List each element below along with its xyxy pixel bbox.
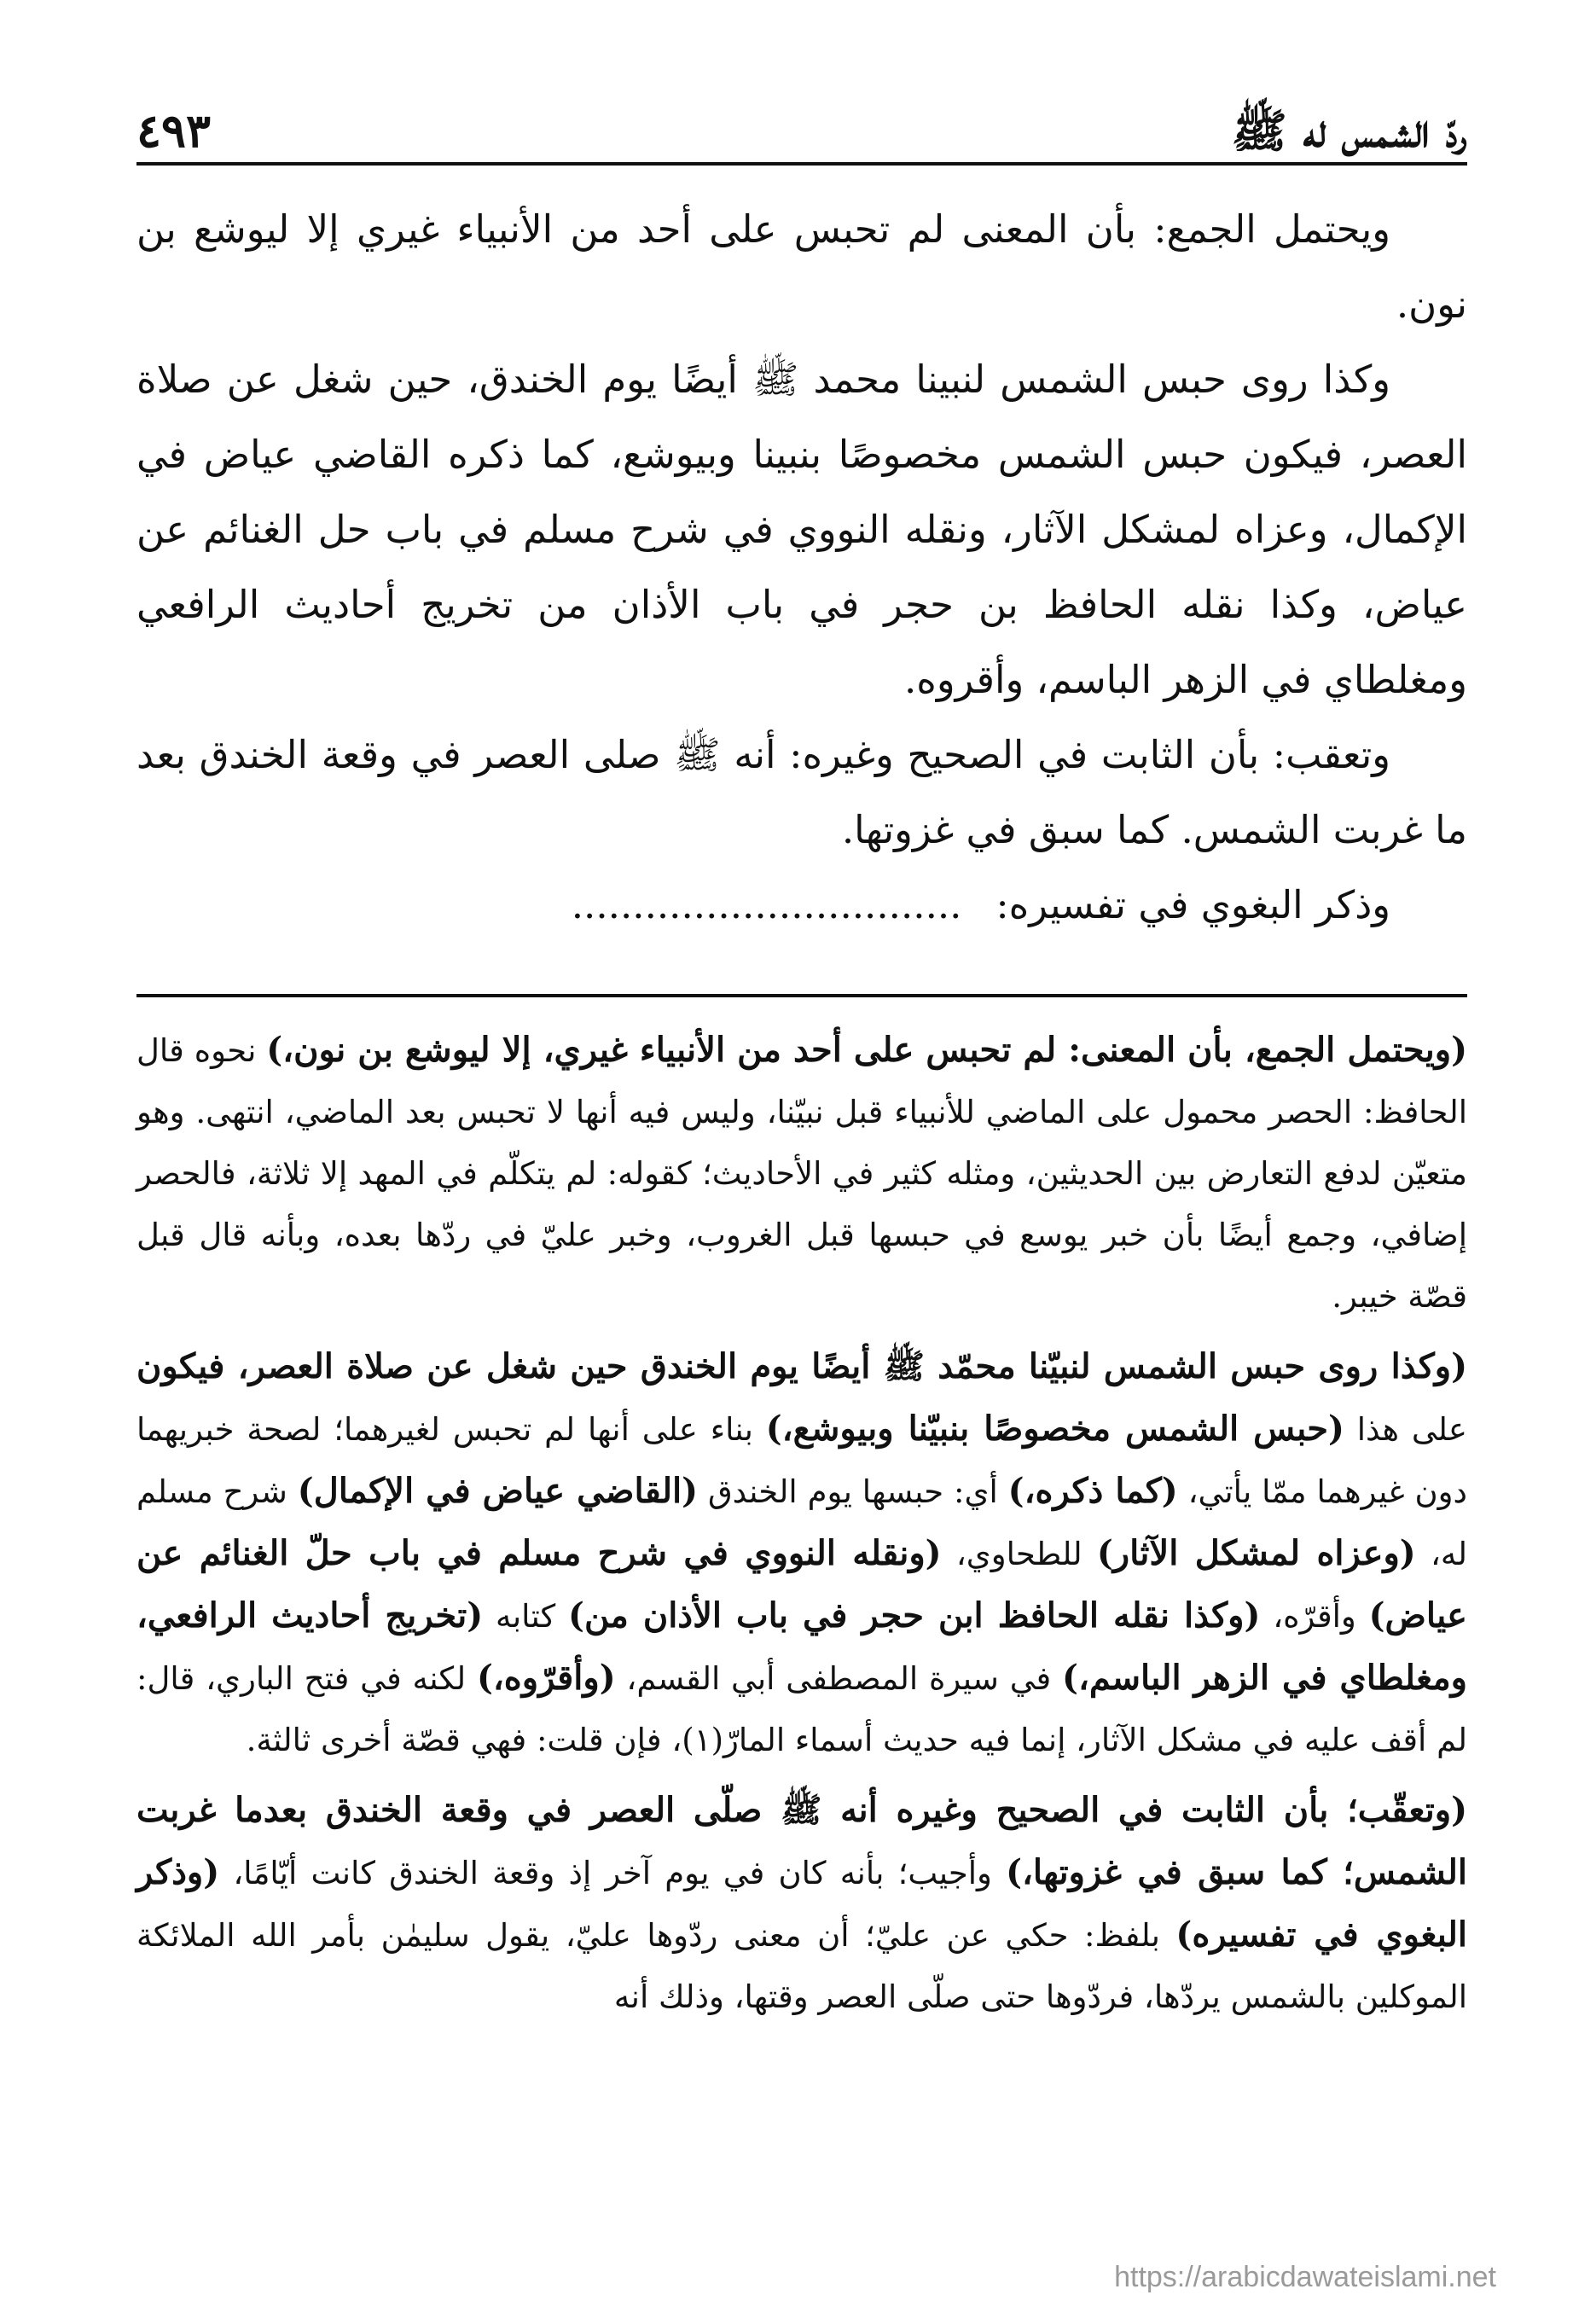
main-paragraph-1: ويحتمل الجمع: بأن المعنى لم تحبس على أحد من الأنبياء غيري إلا ليوشع بن نون.: [136, 206, 1467, 327]
commentary-lemma: (ويحتمل الجمع، بأن المعنى: لم تحبس على أحد من الأنبياء غيري، إلا ليوشع بن نون،): [266, 1030, 1468, 1070]
commentary-gloss: نحوه قال الحافظ: الحصر محمول على الماضي للأنبياء قبل نبيّنا، وليس فيه أنها لا تحبس بعد الماضي، انتهى. وهو متعيّن لدفع التعارض بين الحديثين، ومثله كثير في الأحاديث؛ كقوله: لم يتكلّم في المهد إلا ثلاثة، فالحصر إضافي، وجمع أيضًا بأن خبر يوسع في حبسها قبل الغروب، وخبر عليّ في ردّها بعده، وبأنه قال قبل قصّة خيبر.: [136, 1032, 1467, 1315]
commentary-lemma: (حبس الشمس مخصوصًا بنبيّنا وبيوشع،): [765, 1409, 1344, 1449]
commentary-text: [136, 1020, 1467, 2036]
commentary-gloss: بناء على أنها لم تحبس لغيرهما؛ لصحة خبريهما دون غيرهما ممّا يأتي،: [136, 1411, 1467, 1510]
page-header: [136, 77, 1467, 158]
page-number: ٤٩٣: [136, 103, 212, 158]
commentary-lemma: (ونقله النووي في شرح مسلم في باب حلّ الغنائم عن عياض): [136, 1533, 1468, 1636]
commentary-paragraph-1: [136, 1020, 1467, 1328]
book-page: [136, 77, 1467, 2295]
commentary-gloss: للطحاوي،: [941, 1536, 1097, 1572]
commentary-paragraph-2: [136, 1336, 1467, 1771]
commentary-lemma: (وعزاه لمشكل الآثار): [1096, 1533, 1416, 1573]
commentary-gloss: وأجيب؛ بأنه كان في يوم آخر إذ وقعة الخندق كانت أيّامًا،: [219, 1855, 1007, 1891]
commentary-lemma: (وأقرّوه،): [476, 1658, 616, 1698]
commentary-divider: [136, 994, 1467, 997]
commentary-lemma: (القاضي عياض في الإكمال): [297, 1471, 699, 1511]
commentary-lemma: (وتعقّب؛ بأن الثابت في الصحيح وغيره أنه ﷺ صلّى العصر في وقعة الخندق بعدما غربت الشمس؛ كما سبق في غزوتها،): [136, 1790, 1467, 1892]
main-paragraph-2: وكذا روى حبس الشمس لنبينا محمد ﷺ أيضًا يوم الخندق، حين شغل عن صلاة العصر، فيكون حبس الشمس مخصوصًا بنبينا وبيوشع، كما ذكره القاضي عياض في الإكمال، وعزاه لمشكل الآثار، ونقله النووي في شرح مسلم في باب حل الغنائم عن عياض، وكذا نقله الحافظ بن حجر في باب الأذان من تخريج أحاديث الرافعي ومغلطاي في الزهر الباسم، وأقروه.: [136, 357, 1467, 702]
commentary-lemma: (كما ذكره،): [1007, 1471, 1178, 1511]
commentary-gloss: على هذا: [1344, 1411, 1468, 1448]
header-rule: [136, 162, 1467, 166]
main-text: [136, 192, 1467, 943]
commentary-gloss: لكنه في فتح الباري، قال: لم أقف عليه في مشكل الآثار، إنما فيه حديث أسماء المارّ(١)، فإن قلت: فهي قصّة أخرى ثالثة.: [136, 1660, 1467, 1758]
source-watermark: https://arabicdawateislami.net: [1114, 2261, 1496, 2293]
commentary-gloss: أي: حبسها يوم الخندق: [698, 1473, 1008, 1510]
running-title: ردّ الشمس له ﷺ: [1231, 103, 1467, 158]
ellipsis-dots: ................................: [571, 882, 962, 927]
commentary-lemma: (وكذا روى حبس الشمس لنبيّنا محمّد ﷺ أيضًا يوم الخندق حين شغل عن صلاة العصر، فيكون: [136, 1346, 1467, 1386]
main-paragraph-4-text: وذكر البغوي في تفسيره:: [995, 882, 1390, 927]
commentary-lemma: (وكذا نقله الحافظ ابن حجر في باب الأذان من): [568, 1595, 1261, 1636]
commentary-lemma: (تخريج أحاديث الرافعي، ومغلطاي في الزهر الباسم،): [136, 1595, 1467, 1698]
commentary-gloss: وأقرّه،: [1260, 1598, 1369, 1635]
main-paragraph-4: [136, 868, 1467, 943]
commentary-gloss: بلفظ: حكي عن عليّ؛ أن معنى ردّوها عليّ، يقول سليمٰن بأمر الله الملائكة الموكلين بالشمس يردّها، فردّوها حتى صلّى العصر وقتها، وذلك أنه: [136, 1917, 1467, 2015]
commentary-gloss: شرح مسلم له،: [136, 1473, 1468, 1572]
commentary-gloss: كتابه: [483, 1598, 569, 1635]
commentary-lemma: (وذكر البغوي في تفسيره): [136, 1852, 1468, 1955]
commentary-paragraph-3: [136, 1780, 1467, 2028]
main-paragraph-3: وتعقب: بأن الثابت في الصحيح وغيره: أنه ﷺ صلى العصر في وقعة الخندق بعد ما غربت الشمس. كما سبق في غزوتها.: [136, 732, 1467, 852]
commentary-gloss: في سيرة المصطفى أبي القسم،: [615, 1660, 1063, 1697]
